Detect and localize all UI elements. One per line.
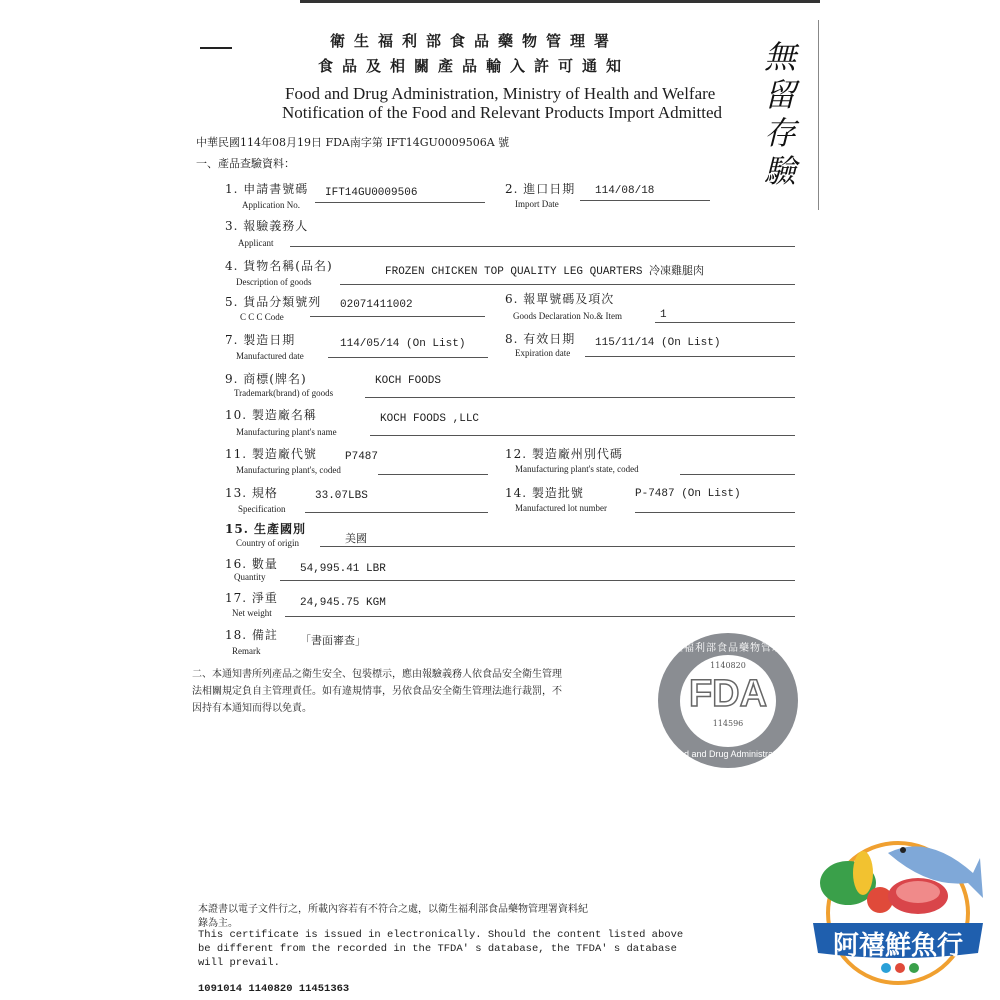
footer-en: This certificate is issued in electronically. Should the content listed above <box>198 929 684 941</box>
field-label: 15. 生產國別 <box>225 522 307 536</box>
field-label-en: Application No. <box>242 200 300 210</box>
trademark: KOCH FOODS <box>375 375 442 387</box>
quantity: 54,995.41 LBR <box>300 563 386 575</box>
field-label: 1. 申請書號碼 <box>225 182 309 196</box>
field-label-en: Manufacturing plant's state, coded <box>515 464 639 474</box>
scan-mark <box>200 47 232 49</box>
field-label: 17. 淨重 <box>225 591 278 605</box>
footer-en: will prevail. <box>198 957 280 969</box>
field-label: 4. 貨物名稱(品名) <box>225 259 333 273</box>
field-label: 7. 製造日期 <box>225 333 296 347</box>
field-label: 9. 商標(牌名) <box>225 372 307 386</box>
net-weight: 24,945.75 KGM <box>300 597 386 609</box>
field-label-en: Expiration date <box>515 348 571 358</box>
scan-right-edge <box>818 20 829 210</box>
section-2-line: 二、本通知書所列產品之衛生安全、包裝標示，應由報驗義務人依食品安全衛生管理 <box>192 669 562 680</box>
field-label-en: Applicant <box>238 238 274 248</box>
field-label-en: Country of origin <box>236 538 299 548</box>
plant-name: KOCH FOODS ,LLC <box>380 413 480 425</box>
footer-codes: 1091014 1140820 11451363 <box>198 983 350 995</box>
stamp-center: FDA <box>688 673 768 715</box>
field-label: 8. 有效日期 <box>505 332 576 346</box>
field-label: 13. 規格 <box>225 486 278 500</box>
import-date: 114/08/18 <box>595 185 655 197</box>
field-label-en: Trademark(brand) of goods <box>234 388 334 398</box>
field-label-en: Manufactured date <box>236 351 304 361</box>
lot-number: P-7487 (On List) <box>635 488 741 500</box>
field-label-en: Net weight <box>232 608 272 618</box>
field-label-en: Description of goods <box>236 277 312 287</box>
stamp-top-number: 1140820 <box>710 661 746 670</box>
manufactured-date: 114/05/14 (On List) <box>340 338 466 350</box>
agency-en: Food and Drug Administration, Ministry of Health and Welfare <box>285 84 716 103</box>
application-no: IFT14GU0009506 <box>325 187 418 199</box>
field-label: 6. 報單號碼及項次 <box>505 292 615 306</box>
plant-code: P7487 <box>345 451 379 463</box>
reference-line: 中華民國114年08月19日 FDA南字第 IFT14GU0009506A 號 <box>196 136 510 149</box>
footer-en: be different from the recorded in the TFDA' s database, the TFDA' s database <box>198 943 677 955</box>
field-label: 16. 數量 <box>225 557 278 571</box>
field-label: 11. 製造廠代號 <box>225 447 317 461</box>
footer-zh: 本證書以電子文件行之，所載內容若有不符合之處，以衛生福利部食品藥物管理署資料紀 <box>198 904 588 915</box>
ccc-code: 02071411002 <box>340 299 413 311</box>
stamp-ring-zh: 衛生福利部食品藥物管理署 <box>662 643 794 654</box>
agency-zh: 衛生福利部食品藥物管理署 <box>330 32 619 50</box>
field-label: 10. 製造廠名稱 <box>225 408 317 422</box>
specification: 33.07LBS <box>315 490 368 502</box>
stamp-ring-en: Food and Drug Administration <box>668 749 788 759</box>
field-label: 3. 報驗義務人 <box>225 219 309 233</box>
field-label: 2. 進口日期 <box>505 182 576 196</box>
fda-stamp <box>658 633 798 768</box>
field-label-en: Goods Declaration No.& Item <box>513 311 622 321</box>
title-zh: 食品及相關產品輸入許可通知 <box>318 57 631 75</box>
stamp-bottom-number: 114596 <box>712 719 744 728</box>
field-label-en: Specification <box>238 504 286 514</box>
declaration-item: 1 <box>660 309 667 321</box>
country-of-origin: 美國 <box>345 532 367 545</box>
footer-zh: 錄為主。 <box>198 918 238 929</box>
field-label: 5. 貨品分類號列 <box>225 295 322 309</box>
title-en: Notification of the Food and Relevant Products Import Admitted <box>282 103 723 122</box>
goods-description: FROZEN CHICKEN TOP QUALITY LEG QUARTERS 冷凍雞腿肉 <box>385 266 705 278</box>
shop-logo <box>808 828 988 988</box>
field-label: 12. 製造廠州別代碼 <box>505 447 623 461</box>
field-label-en: Quantity <box>234 572 266 582</box>
scan-top-edge <box>300 0 820 3</box>
field-label-en: Manufacturing plant's, coded <box>236 465 341 475</box>
section-1-heading: 一、產品查驗資料： <box>196 157 295 170</box>
section-2-line: 法相關規定負自主管理責任。如有違規情事，另依食品安全衛生管理法進行裁罰，不 <box>192 686 562 697</box>
field-label-en: Manufactured lot number <box>515 503 607 513</box>
field-label-en: Manufacturing plant's name <box>236 427 337 437</box>
remark: 「書面審查」 <box>300 634 366 647</box>
shop-logo-text: 阿禧鮮魚行 <box>832 931 963 961</box>
field-label: 14. 製造批號 <box>505 486 584 500</box>
expiration-date: 115/11/14 (On List) <box>595 337 721 349</box>
shop-logo-graphic <box>808 828 988 988</box>
field-label-en: Remark <box>232 646 261 656</box>
field-label: 18. 備註 <box>225 628 278 642</box>
handwritten-note: 無留存驗 <box>759 40 797 192</box>
section-2-line: 因持有本通知而得以免責。 <box>192 703 312 714</box>
field-label-en: Import Date <box>515 199 559 209</box>
field-label-en: C C C Code <box>240 312 284 322</box>
